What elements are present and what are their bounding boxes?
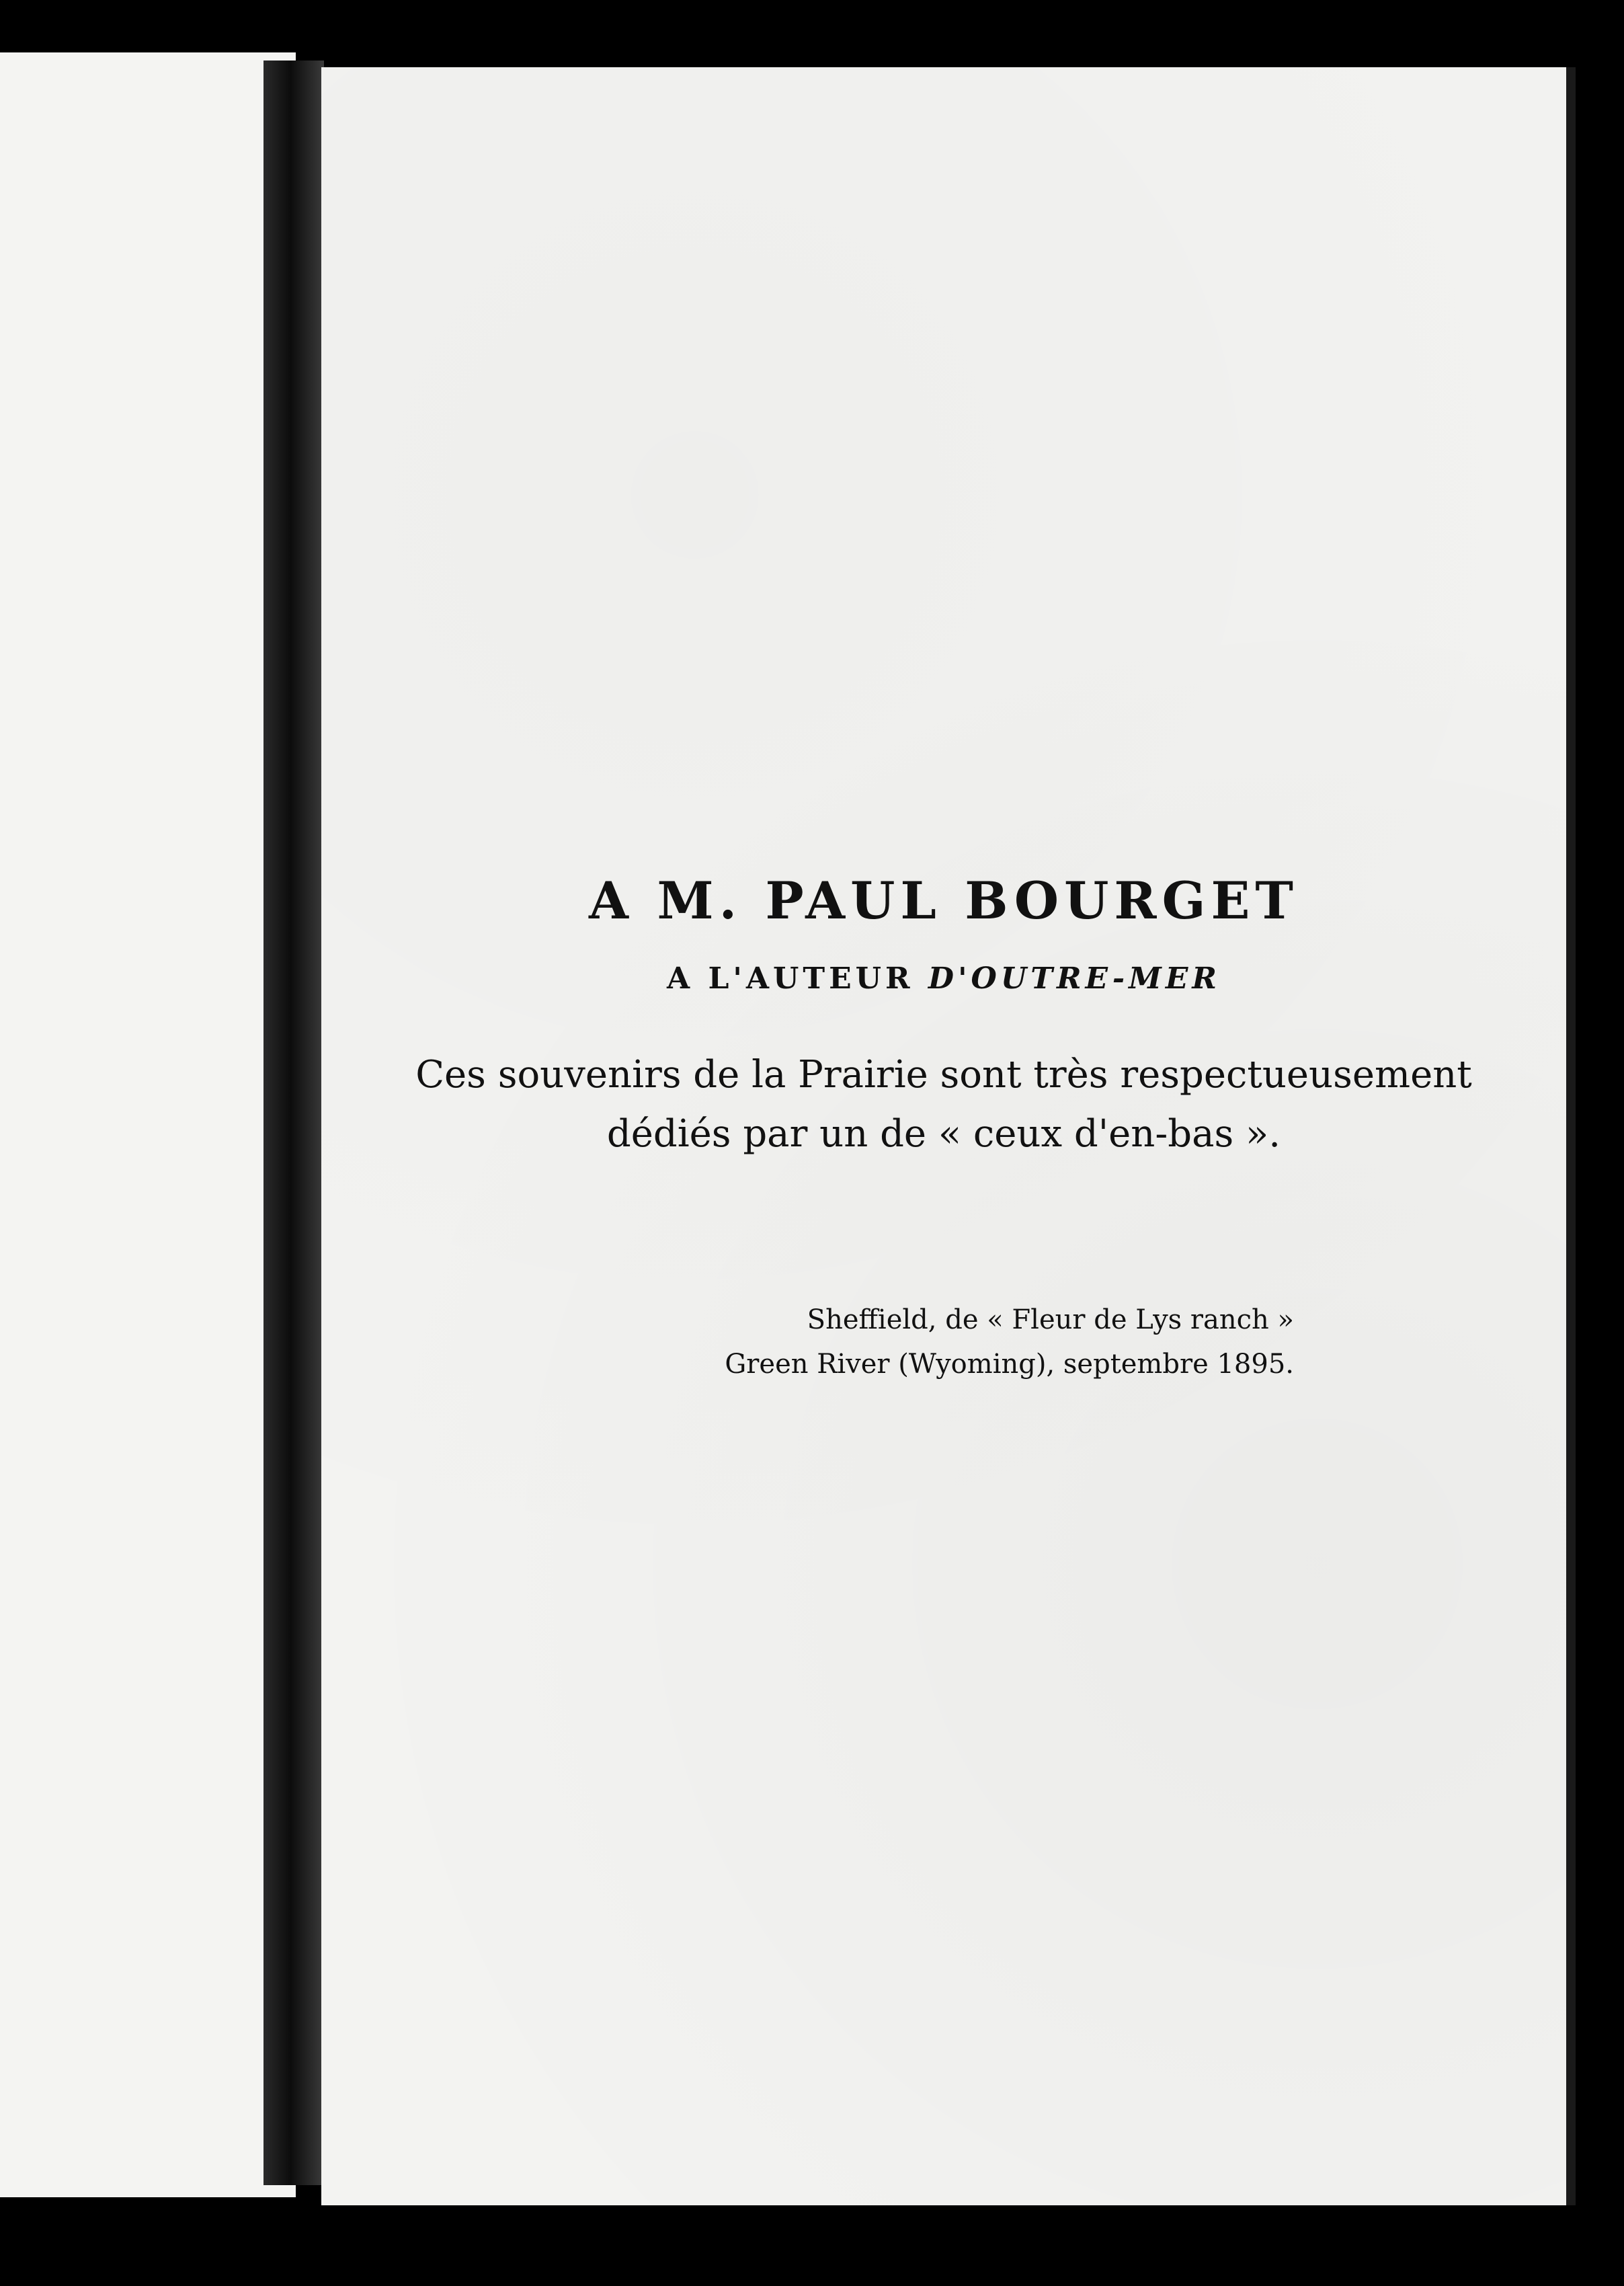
subheading-prefix: A L'AUTEUR <box>667 961 928 996</box>
dedication-page <box>321 67 1566 2205</box>
dedication-line: dédiés par un de « ceux d'en-bas ». <box>606 1112 1281 1156</box>
signature-line: Green River (Wyoming), septembre 1895. <box>725 1349 1294 1380</box>
page-content <box>321 67 1566 2205</box>
dedication-line: Ces souvenirs de la Prairie sont très respectueusement <box>415 1053 1472 1097</box>
signature-block <box>725 1298 1294 1386</box>
book-binding-gutter <box>263 61 324 2185</box>
dedication-subheading <box>321 961 1566 996</box>
page-edge-shadow <box>1566 67 1576 2205</box>
dedication-text <box>321 1046 1566 1164</box>
dedication-heading: A M. PAUL BOURGET <box>589 871 1299 931</box>
signature-line: Sheffield, de « Fleur de Lys ranch » <box>807 1304 1294 1335</box>
book-title: D'OUTRE-MER <box>928 961 1221 996</box>
facing-page <box>0 52 296 2197</box>
